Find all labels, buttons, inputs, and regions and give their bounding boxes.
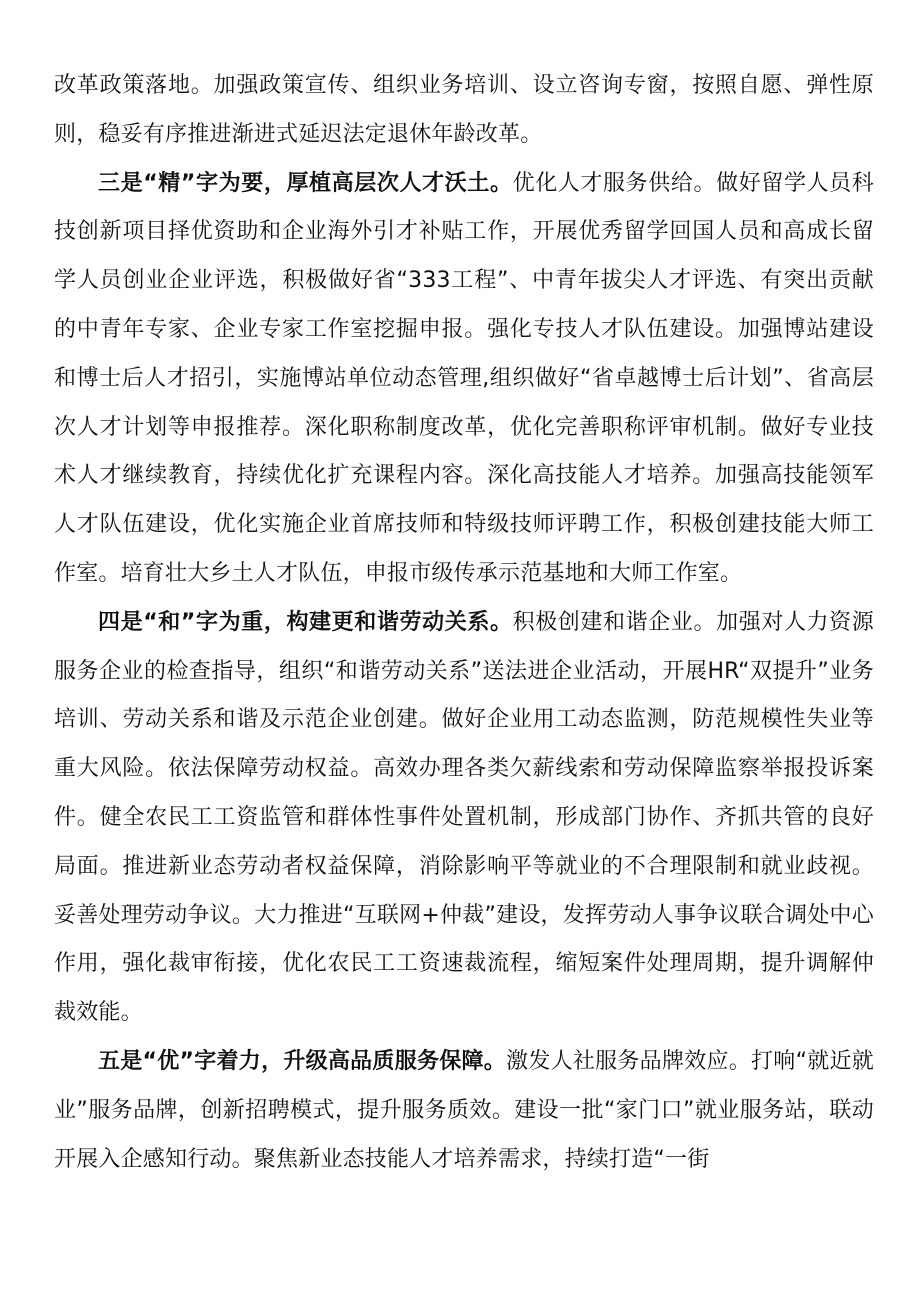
document-page bbox=[54, 62, 874, 1184]
paragraph-heading: 五是“优”字着力，升级高品质服务保障。 bbox=[98, 1048, 507, 1074]
paragraph-labor-relations bbox=[54, 599, 874, 1038]
paragraph-heading: 三是“精”字为要，厚植高层次人才沃土。 bbox=[98, 170, 513, 196]
paragraph-body: 改革政策落地。加强政策宣传、组织业务培训、设立咨询专窗，按照自愿、弹性原则，稳妥有序推进渐进式延迟法定退休年龄改革。 bbox=[54, 73, 874, 147]
paragraph-heading: 四是“和”字为重，构建更和谐劳动关系。 bbox=[98, 609, 513, 635]
paragraph-continuation bbox=[54, 62, 874, 160]
paragraph-service bbox=[54, 1038, 874, 1184]
paragraph-talent bbox=[54, 160, 874, 599]
paragraph-body: 优化人才服务供给。做好留学人员科技创新项目择优资助和企业海外引才补贴工作，开展优秀留学回国人员和高成长留学人员创业企业评选，积极做好省“333工程”、中青年拔尖人才评选、有突出贡献的中青年专家、企业专家工作室挖掘申报。强化专技人才队伍建设。加强博站建设和博士后人才招引，实施博站单位动态管理,组织做好“省卓越博士后计划”、省高层次人才计划等申报推荐。深化职称制度改革，优化完善职称评审机制。做好专业技术人才继续教育，持续优化扩充课程内容。深化高技能人才培养。加强高技能领军人才队伍建设，优化实施企业首席技师和特级技师评聘工作，积极创建技能大师工作室。培育壮大乡土人才队伍，申报市级传承示范基地和大师工作室。 bbox=[54, 170, 874, 586]
paragraph-body: 激发人社服务品牌效应。打响“就近就业”服务品牌，创新招聘模式，提升服务质效。建设一批“家门口”就业服务站，联动开展入企感知行动。聚焦新业态技能人才培养需求，持续打造“一街 bbox=[54, 1048, 874, 1172]
paragraph-body: 积极创建和谐企业。加强对人力资源服务企业的检查指导，组织“和谐劳动关系”送法进企业活动，开展HR“双提升”业务培训、劳动关系和谐及示范企业创建。做好企业用工动态监测，防范规模性失业等重大风险。依法保障劳动权益。高效办理各类欠薪线索和劳动保障监察举报投诉案件。健全农民工工资监管和群体性事件处置机制，形成部门协作、齐抓共管的良好局面。推进新业态劳动者权益保障，消除影响平等就业的不合理限制和就业歧视。妥善处理劳动争议。大力推进“互联网+仲裁”建设，发挥劳动人事争议联合调处中心作用，强化裁审衔接，优化农民工工资速裁流程，缩短案件处理周期，提升调解仲裁效能。 bbox=[54, 609, 874, 1026]
